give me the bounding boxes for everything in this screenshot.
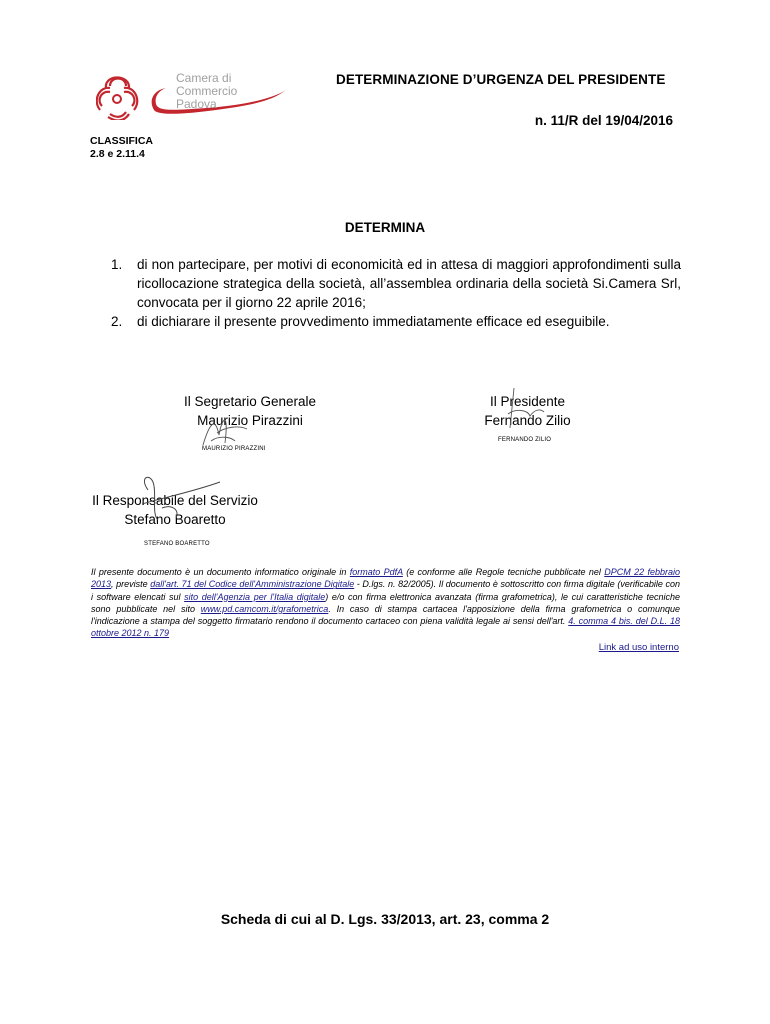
list-item-text: di non partecipare, per motivi di economicità ed in attesa di maggiori approfondimenti sulla ricollocazione strategica della società, all’assemblea ordinaria della società Si.Camera Srl, convocata per il giorno 22 aprile 2016; [137,257,681,310]
chamber-logo [96,70,296,120]
signer-caption: FERNANDO ZILIO [498,437,552,443]
signer-role: Il Presidente [489,394,566,409]
classifica-label: CLASSIFICA [90,135,153,147]
link-formato-pdfa[interactable]: formato PdfA [349,567,403,577]
org-name-line1: Camera di Commercio [176,71,238,98]
link-grafometrica[interactable]: www.pd.camcom.it/grafometrica [200,603,329,614]
signer-caption: MAURIZIO PIRAZZINI [202,446,266,452]
handwritten-signature-icon [132,474,224,532]
signer-name: Fernando Zilio [484,413,571,428]
footnote-text: - D.lgs. n. 82/2005). Il documento è sottoscritto con firma digitale (verificabile con i software elencati sul [91,579,681,602]
footer-scheda: Scheda di cui al D. Lgs. 33/2013, art. 23, comma 2 [220,911,550,927]
section-heading: DETERMINA [344,220,426,235]
footnote-text: ) e/o con firma elettronica avanzata (firma grafometrica), le cui caratteristiche tecniche sono pubblicate nel sito [91,591,681,614]
footnote-text: . In caso di stampa cartacea l'apposizione della firma grafometrica o comunque l'indicazione a stampa del soggetto firmatario rendono il documento cartaceo con piena validità legale ai sensi dell'art. [91,603,680,627]
footnote-text: , previste [111,579,151,590]
handwritten-signature-icon [195,405,255,450]
signer-caption: STEFANO BOARETTO [144,541,210,547]
list-item [111,312,681,331]
signer-role: Il Segretario Generale [183,394,317,409]
footnote-text: Il presente documento è un documento informatico originale in [91,567,350,577]
document-number: n. 11/R del 19/04/2016 [534,113,673,128]
link-agid[interactable]: sito dell'Agenzia per l'Italia digitale [184,591,326,602]
classifica [90,135,153,161]
footnote-text: (e conforme alle Regole tecniche pubblicate nel [402,567,605,577]
link-dl-179[interactable]: 4. comma 4 bis. del D.L. 18 ottobre 2012 n. 179 [91,616,680,639]
signer-role: Il Responsabile del Servizio [92,493,258,508]
link-internal-use[interactable]: Link ad uso interno [598,642,679,653]
link-cad-art71[interactable]: dall'art. 71 del Codice dell'Amministrazione Digitale [150,579,355,590]
list-item-text: di dichiarare il presente provvedimento immediatamente efficace ed eseguibile. [137,314,610,329]
link-dpcm[interactable]: DPCM 22 febbraio 2013 [91,567,680,590]
legal-footnote [91,566,680,640]
list-item [111,255,681,312]
determination-list [111,255,681,331]
org-name-line2: Padova [176,97,217,111]
signer-name: Stefano Boaretto [124,512,226,527]
list-item-number: 1. [111,257,123,272]
list-item-number: 2. [111,314,123,329]
document-title: DETERMINAZIONE D’URGENZA DEL PRESIDENTE [336,72,666,87]
signer-name: Maurizio Pirazzini [197,413,303,428]
classifica-value: 2.8 e 2.11.4 [90,148,145,160]
handwritten-signature-icon [500,384,550,432]
